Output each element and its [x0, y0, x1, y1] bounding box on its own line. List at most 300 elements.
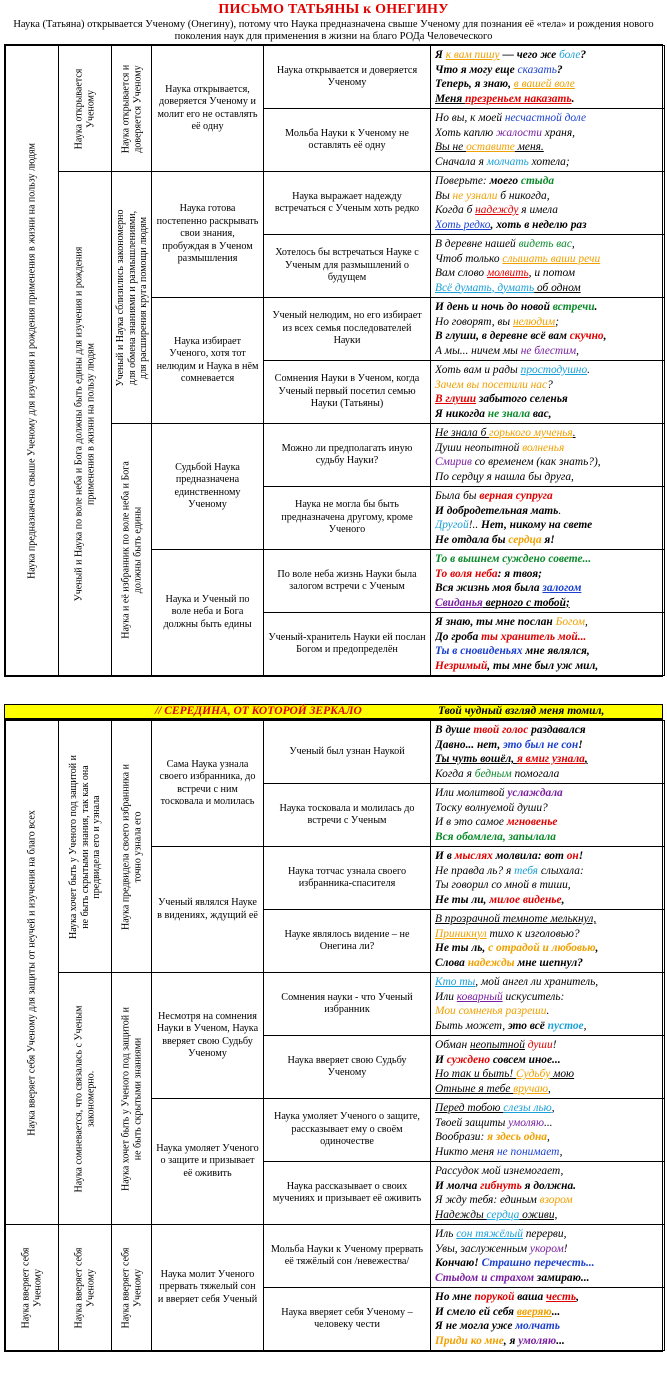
poem-word: Зачем вы посетили нас: [435, 378, 548, 391]
bottom-col1d-label: [6, 1225, 59, 1351]
top-col1-label: [6, 46, 59, 676]
poem-word: ,: [583, 1019, 587, 1032]
poem-word: Ты чуть вошёл,: [435, 753, 517, 765]
subsection-label: Наука не могла бы быть предназначена другому, кроме Ученого: [264, 487, 431, 550]
poem-word: То в вышнем суждено совете...: [435, 553, 592, 565]
poem-word: раздавался: [528, 724, 586, 736]
poem-word: ...: [556, 1334, 565, 1347]
poem-word: это всё: [507, 1019, 548, 1032]
poem-word: презреньем наказать: [465, 92, 572, 105]
poem-word: Богом: [555, 616, 585, 628]
middle-line: Твой чудный взгляд меня томил,: [438, 705, 605, 717]
poem-word: надежду: [475, 204, 519, 216]
poem-word: , ты мне был уж мил,: [487, 659, 599, 672]
bottom-col3b-label: [112, 973, 152, 1225]
poem-line: [435, 315, 660, 330]
poem-quatrain: [431, 721, 665, 784]
poem-line: [435, 140, 660, 155]
poem-word: Хоть каплю: [435, 126, 496, 139]
poem-line: [435, 1019, 660, 1034]
poem-word: И молча: [435, 1179, 481, 1192]
poem-word: Судьбу: [516, 1068, 551, 1080]
poem-line: [435, 1164, 660, 1179]
poem-word: честь: [546, 1291, 577, 1303]
poem-line: [435, 801, 660, 816]
poem-word: верного с тобой;: [482, 596, 570, 609]
poem-word: Слова: [435, 956, 468, 969]
poem-line: [435, 1179, 660, 1194]
poem-word: Не знала б: [435, 427, 490, 439]
poem-word: не понимает: [497, 1145, 560, 1158]
poem-word: Стыдом и страхом: [435, 1271, 535, 1284]
poem-word: Никто меня: [435, 1145, 497, 1158]
subsection-label: Наука умоляет Ученого о защите, рассказывает ему о своём одиночестве: [264, 1099, 431, 1162]
poem-word: Нет, никому на свете: [481, 519, 593, 531]
poem-line: [435, 1271, 660, 1286]
poem-line: [435, 378, 660, 393]
poem-word: вручаю: [513, 1082, 548, 1095]
top-section: [4, 44, 663, 677]
poem-line: [435, 63, 660, 78]
top-col3c-label-text: Наука и её избранник по воле неба и Бога должны быть едины: [120, 460, 143, 639]
section-description: Несмотря на сомнения Науки в Ученом, Наука вверяет свою Судьбу Ученому: [152, 973, 264, 1099]
poem-word: ас,: [537, 407, 552, 420]
poem-line: [435, 1145, 660, 1160]
bottom-section: [4, 719, 663, 1352]
poem-word: Вы не: [435, 141, 467, 153]
poem-word: горького мученья: [489, 427, 573, 439]
poem-word: нелюдим: [512, 315, 556, 328]
poem-word: Меня: [435, 92, 466, 105]
poem-word: Кончаю!: [435, 1257, 482, 1269]
poem-quatrain: [431, 235, 665, 298]
poem-word: Вам слово: [435, 267, 487, 279]
poem-line: [435, 941, 660, 956]
poem-line: [435, 126, 660, 141]
subsection-label: Наука открывается и доверяется Ученому: [264, 46, 431, 109]
poem-word: встречи: [552, 301, 595, 313]
poem-word: .: [594, 301, 598, 313]
poem-line: [435, 344, 660, 359]
poem-word: бедным: [474, 767, 512, 780]
poem-word: души: [524, 1039, 553, 1051]
poem-word: я вмиг узнала: [516, 753, 585, 765]
poem-line: [435, 956, 660, 971]
poem-line: [435, 1290, 660, 1305]
poem-word: ,: [585, 616, 588, 628]
poem-word: В душе: [435, 724, 474, 736]
poem-quatrain: [431, 613, 665, 676]
poem-line: [435, 1130, 660, 1145]
poem-word: Поверьте:: [435, 175, 490, 187]
poem-word: И в это самое: [435, 816, 507, 828]
poem-word: По сердцу я нашла бы друга,: [435, 470, 574, 483]
poem-word: со временем (как знать?),: [471, 456, 601, 468]
poem-quatrain: [431, 1225, 665, 1288]
poem-word: Кто ты: [435, 976, 476, 988]
poem-word: ,: [576, 344, 579, 357]
section-description: Наука избирает Ученого, хотя тот нелюдим и Наука в нём сомневается: [152, 298, 264, 424]
poem-word: Я знаю, ты мне послан: [435, 616, 556, 628]
subsection-label: Науке являлось видение – не Онегина ли?: [264, 910, 431, 973]
poem-word: суждено: [446, 1053, 491, 1066]
poem-line: [435, 300, 660, 315]
poem-quatrain: [431, 109, 665, 172]
poem-word: Но так и быть!: [435, 1068, 517, 1080]
poem-word: Вся обомлела, запылала: [435, 830, 556, 843]
poem-word: к вам пишу: [445, 49, 500, 61]
poem-word: , и потом: [528, 267, 576, 279]
poem-line: [435, 630, 660, 645]
poem-word: Быть может,: [435, 1019, 508, 1032]
poem-word: И день и ночь до новой: [435, 301, 553, 313]
poem-word: я!: [541, 533, 555, 546]
poem-word: Я жду тебя: единым: [435, 1194, 540, 1206]
poem-line: [435, 518, 660, 533]
poem-line: [435, 1334, 660, 1349]
poem-word: молчать: [515, 1320, 560, 1332]
poem-line: [435, 174, 660, 189]
poem-word: В глуши, в деревне всё вам: [435, 330, 570, 342]
subsection-label: Мольба Науки к Ученому не оставлять её одну: [264, 109, 431, 172]
top-col2-label: [59, 46, 112, 172]
poem-line: [435, 815, 660, 830]
poem-word: И добродетельная мать: [435, 504, 559, 517]
poem-word: ?: [580, 49, 587, 61]
poem-word: Души неопытной: [435, 441, 523, 454]
top-col3b-label-text: Ученый и Наука сблизились закономерно для обмена знаниями и размышлениями, для расширения круга помощи людям: [114, 208, 149, 387]
poem-quatrain: [431, 1099, 665, 1162]
poem-word: тебя: [514, 864, 538, 877]
poem-quatrain: [431, 973, 665, 1036]
poem-line: [435, 252, 660, 267]
poem-word: Приникнул: [435, 927, 487, 940]
poem-word: слышать ваши речи: [502, 252, 601, 265]
poem-word: мыслях: [454, 850, 493, 862]
poem-word: залогом: [542, 582, 582, 594]
poem-line: [435, 581, 660, 596]
top-col3-label-text: Наука открывается и доверяется Ученому: [120, 64, 143, 153]
poem-line: [435, 1067, 660, 1082]
poem-line: [435, 441, 660, 456]
poem-word: простодушно: [520, 364, 588, 376]
section-description: Наука открывается, доверяется Ученому и молит его не оставлять её одну: [152, 46, 264, 172]
poem-line: [435, 504, 660, 519]
poem-word: б никогда,: [497, 189, 550, 202]
poem-word: ?: [547, 378, 553, 391]
poem-word: Перед тобою: [435, 1102, 504, 1114]
poem-line: [435, 1004, 660, 1019]
poem-word: Надежды: [435, 1208, 487, 1221]
poem-line: [435, 1227, 660, 1242]
poem-word: Не ты ль,: [435, 942, 489, 954]
poem-quatrain: [431, 487, 665, 550]
bottom-col2b-label-text: Наука сомневается, что связалась с Ученым закономерно.: [73, 1005, 96, 1192]
poem-word: Твоей защиты: [435, 1116, 509, 1129]
poem-word: Рассудок мой изнемогает,: [435, 1165, 564, 1177]
subsection-label: Ученый-хранитель Науки ей послан Богом и предопределён: [264, 613, 431, 676]
bottom-col2d-label-text: Наука вверяет себя Ученому: [73, 1247, 96, 1328]
poem-word: Чтоб только: [435, 252, 503, 265]
page-title: ПИСЬМО ТАТЬЯНЫ к ОНЕГИНУ: [218, 2, 449, 17]
section-description: Ученый являлся Науке в видениях, ждущий её: [152, 847, 264, 973]
section-description: Сама Наука узнала своего избранника, до встречи с ним тосковала и молилась: [152, 721, 264, 847]
poem-word: это был не сон: [503, 738, 579, 751]
poem-word: боле: [559, 49, 581, 61]
poem-word: видеть вас: [518, 238, 572, 250]
poem-word: об одном: [534, 281, 581, 294]
poem-line: [435, 552, 660, 567]
poem-line: [435, 786, 660, 801]
poem-quatrain: [431, 298, 665, 361]
poem-line: [435, 615, 660, 630]
top-col3-label: [112, 46, 152, 172]
poem-word: порукой: [474, 1291, 515, 1303]
page-subtitle: Наука (Татьяна) открывается Ученому (Онегину), потому что Наука предназначена свыше Ученому для познания её «тела» и рождения нового поколения наук для применения в жизни на благо РОДа Человеческого: [13, 19, 654, 42]
subsection-label: Наука вверяет свою Судьбу Ученому: [264, 1036, 431, 1099]
poem-word: умоляю: [508, 1116, 544, 1129]
poem-line: [435, 203, 660, 218]
poem-line: [435, 470, 660, 485]
poem-word: ...: [551, 1305, 561, 1318]
poem-word: В прозрачной темноте мелькнул,: [435, 913, 597, 925]
poem-word: Хоть вам и рады: [435, 364, 521, 376]
subsection-label: По воле неба жизнь Науки была залогом встречи с Ученым: [264, 550, 431, 613]
poem-line: [435, 1208, 660, 1223]
poem-word: храня,: [541, 126, 575, 139]
poem-word: В глуши: [435, 393, 477, 405]
poem-line: [435, 738, 660, 753]
poem-word: сердца: [508, 533, 542, 546]
poem-word: Тоску волнуемой души?: [435, 801, 548, 814]
poem-quatrain: [431, 1036, 665, 1099]
poem-word: хотела;: [528, 155, 570, 168]
poem-line: [435, 489, 660, 504]
poem-word: Не ты ли,: [435, 893, 490, 906]
poem-word: ,: [603, 330, 607, 342]
poem-line: [435, 155, 660, 170]
poem-line: [435, 1193, 660, 1208]
poem-word: !: [552, 1039, 557, 1051]
poem-line: [435, 392, 660, 407]
poem-line: [435, 407, 660, 422]
poem-word: Незримый: [435, 659, 488, 672]
top-col3b-label: [112, 172, 152, 424]
poem-line: [435, 281, 660, 296]
poem-word: умоляю: [518, 1334, 557, 1347]
poem-line: [435, 990, 660, 1005]
poem-word: А мы... ничем мы: [435, 344, 521, 357]
middle-label: // СЕРЕДИНА, ОТ КОТОРОЙ ЗЕРКАЛО: [155, 705, 362, 717]
poem-word: Я никогда: [435, 407, 488, 420]
poem-line: [435, 266, 660, 281]
poem-word: Ты в сновиденьях: [435, 645, 523, 657]
poem-quatrain: [431, 910, 665, 973]
poem-line: [435, 92, 660, 107]
poem-word: ,: [551, 1102, 555, 1114]
poem-word: Всё думать, думать: [435, 281, 535, 294]
poem-word: сказать: [517, 63, 557, 76]
poem-word: Вся жизнь моя была: [435, 582, 543, 594]
poem-word: с отрадой и любовью: [488, 942, 596, 954]
poem-word: Давно... нет,: [435, 738, 504, 751]
poem-line: [435, 533, 660, 548]
bottom-col2b-label: [59, 973, 112, 1225]
poem-word: ,: [595, 942, 599, 954]
poem-word: слезы лью: [503, 1102, 552, 1114]
poem-word: пустое: [547, 1019, 584, 1032]
poem-word: Иль: [435, 1228, 457, 1240]
poem-word: Я не могла уже: [435, 1320, 516, 1332]
poem-word: слыхала:: [537, 864, 584, 877]
subsection-label: Сомнения Науки в Ученом, когда Ученый первый посетил семью Науки (Татьяны): [264, 361, 431, 424]
poem-quatrain: [431, 847, 665, 910]
poem-word: моего: [489, 175, 521, 187]
poem-word: Или молитвой: [435, 787, 508, 799]
poem-word: .: [546, 1005, 550, 1017]
poem-word: ...: [543, 1116, 553, 1129]
poem-word: И: [435, 1053, 447, 1066]
poem-line: [435, 237, 660, 252]
poem-line: [435, 752, 660, 767]
poem-line: [435, 111, 660, 126]
poem-word: Сначала я: [435, 155, 487, 168]
poem-line: [435, 975, 660, 990]
poem-word: ;: [555, 315, 559, 328]
poem-word: помогала: [511, 767, 560, 780]
poem-word: замираю...: [534, 1271, 590, 1284]
poem-word: твой голос: [473, 724, 529, 736]
poem-word: укором: [529, 1242, 564, 1255]
poem-line: [435, 189, 660, 204]
poem-word: молвила: вот: [492, 850, 567, 862]
poem-line: [435, 912, 660, 927]
poem-word: Отныне я тебе: [435, 1082, 514, 1095]
poem-word: коварный: [456, 990, 503, 1003]
poem-word: оставите: [466, 141, 515, 153]
poem-word: Но вы, к моей: [435, 112, 505, 124]
poem-quatrain: [431, 1162, 665, 1225]
poem-line: [435, 48, 660, 63]
poem-word: взором: [539, 1194, 573, 1206]
poem-word: Или: [435, 990, 457, 1003]
poem-word: !: [578, 738, 583, 751]
poem-word: И в: [435, 850, 455, 862]
poem-quatrain: [431, 172, 665, 235]
poem-word: не знала: [487, 407, 531, 420]
poem-word: Я: [435, 49, 446, 61]
subsection-label: Мольба Науки к Ученому прервать её тяжёлый сон /невежества/: [264, 1225, 431, 1288]
poem-line: [435, 1082, 660, 1097]
poem-word: неопытной: [469, 1039, 525, 1051]
poem-line: [435, 849, 660, 864]
poem-word: ?: [556, 63, 563, 76]
section-description: Судьбой Наука предназначена единственному Ученому: [152, 424, 264, 550]
poem-word: Теперь, я знаю,: [435, 78, 514, 90]
poem-word: я должна.: [521, 1179, 576, 1192]
poem-word: искуситель:: [502, 990, 565, 1003]
poem-word: верная супруга: [479, 490, 553, 502]
poem-line: [435, 1038, 660, 1053]
poem-line: [435, 1242, 660, 1257]
poem-word: не блестим: [520, 344, 577, 357]
poem-quatrain: [431, 784, 665, 847]
poem-line: [435, 644, 660, 659]
poem-word: .: [571, 92, 575, 105]
bottom-col1-label: [6, 721, 59, 1225]
poem-word: Ты говорил со мной в тиши,: [435, 879, 571, 891]
poem-quatrain: [431, 424, 665, 487]
poem-word: милое виденье: [489, 893, 562, 906]
poem-line: [435, 659, 660, 674]
poem-word: мою: [550, 1068, 575, 1080]
poem-word: Что я могу еще: [435, 63, 518, 76]
poem-word: тихо к изголовью?: [486, 927, 580, 940]
subsection-label: Наука рассказывает о своих мучениях и призывает её оживить: [264, 1162, 431, 1225]
poem-word: Не правда ль? я: [435, 864, 515, 877]
poem-word: мне шепнул?: [514, 956, 583, 969]
poem-line: [435, 77, 660, 92]
poem-line: [435, 723, 660, 738]
poem-line: [435, 1053, 660, 1068]
bottom-col3b-label-text: Наука хочет быть у Ученого под защитой и не быть скрытыми знаниями: [120, 1006, 143, 1191]
subsection-label: Наука тосковала и молилась до встречи с Ученым: [264, 784, 431, 847]
poem-word: оживи,: [519, 1208, 558, 1221]
poem-word: забытого селенья: [476, 393, 568, 405]
bottom-col2-label: [59, 721, 112, 973]
poem-word: !..: [468, 519, 482, 531]
poem-word: , мой ангел ли хранитель,: [475, 976, 599, 988]
poem-word: , хоть в неделю раз: [490, 218, 587, 231]
poem-word: !: [578, 850, 584, 862]
poem-word: .: [572, 427, 576, 439]
poem-word: мне являлся,: [522, 645, 590, 657]
bottom-col1-label-text: Наука вверяет себя Ученому для защиты от неучей и изучения на благо всех: [26, 809, 38, 1136]
bottom-col3d-label: [112, 1225, 152, 1351]
poem-word: ,: [576, 1291, 579, 1303]
section-description: Наука и Ученый по воле неба и Бога должны быть едины: [152, 550, 264, 676]
subsection-label: Наука вверяет себя Ученому – человеку чести: [264, 1288, 431, 1351]
poem-word: Страшно перечесть...: [481, 1257, 595, 1269]
poem-word: молчать: [486, 155, 529, 168]
poem-word: скучно: [569, 330, 604, 342]
poem-word: .: [558, 504, 562, 517]
poem-word: Когда б: [435, 204, 476, 216]
poem-word: перерви,: [522, 1228, 567, 1240]
poem-word: не узнали: [452, 189, 498, 202]
poem-word: ,: [584, 753, 588, 765]
poem-word: Смирив: [435, 456, 472, 468]
poem-word: ,: [561, 893, 565, 906]
poem-word: Но говорят, вы: [435, 315, 513, 328]
poem-word: надежды: [467, 956, 515, 969]
poem-word: Хоть редко: [435, 218, 491, 231]
poem-word: .: [587, 364, 591, 376]
poem-word: Свиданья: [435, 596, 483, 609]
poem-word: стыда: [520, 175, 555, 187]
poem-word: Приди ко мне: [435, 1334, 504, 1347]
poem-word: волненья: [522, 441, 565, 454]
poem-word: ,: [559, 1145, 563, 1158]
poem-line: [435, 830, 660, 845]
poem-word: гибнуть: [480, 1179, 522, 1192]
subsection-label: Хотелось бы встречаться Науке с Ученым для размышлений о будущем: [264, 235, 431, 298]
poem-line: [435, 596, 660, 611]
poem-word: ,: [547, 1131, 550, 1143]
poem-word: ,: [548, 1082, 551, 1095]
poem-quatrain: [431, 46, 665, 109]
poem-word: Вы: [435, 189, 453, 202]
